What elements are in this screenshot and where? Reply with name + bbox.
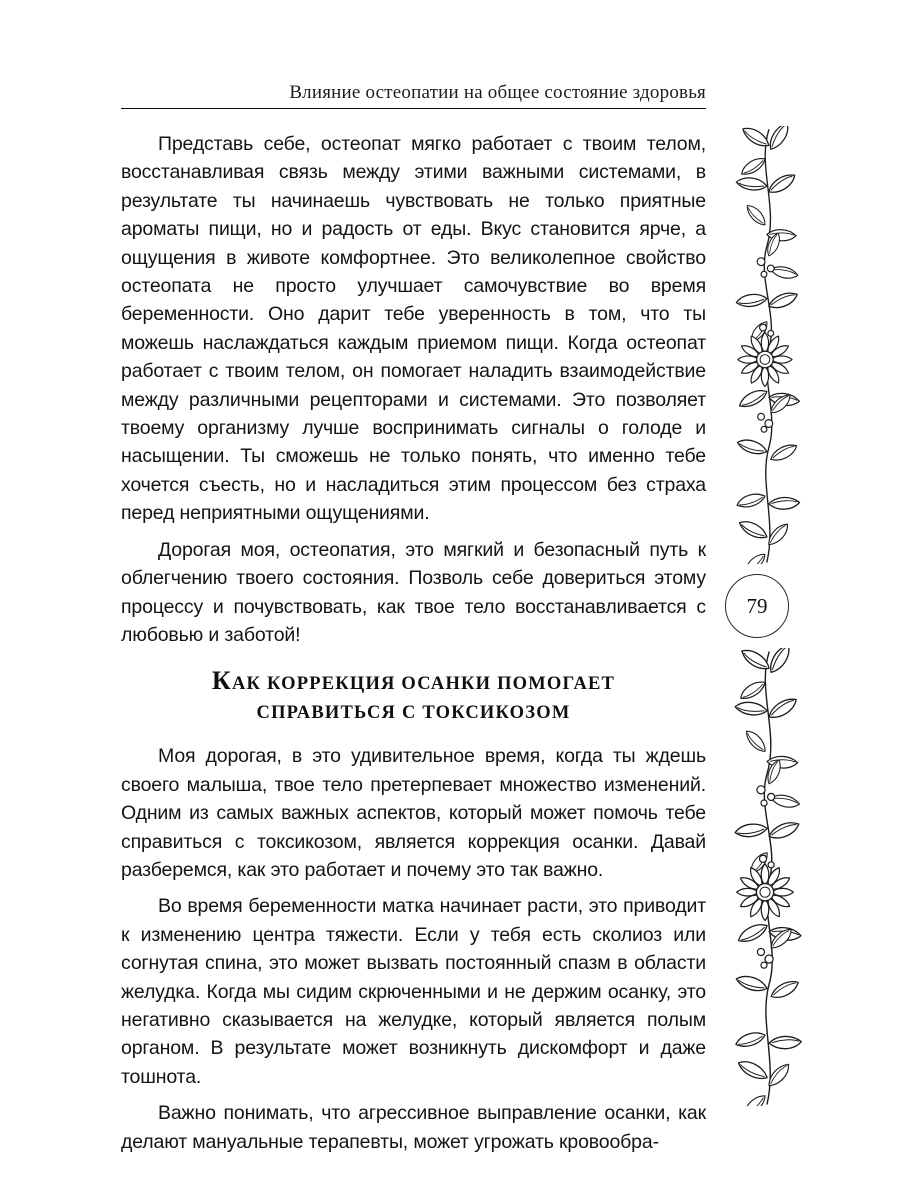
- paragraph-posture-2: Во время беременности матка начинает расти, это приводит к изменению центра тяжести. Если у тебя есть сколиоз или согнутая спина, это может вызвать постоянный спазм в области желудка. Когда мы сидим скрюченными и не держим осанку, это негативно сказывается на желудке, который является полым органом. В результате может возникнуть дискомфорт и даже тошнота.: [121, 895, 706, 1088]
- paragraph-posture-3: Важно понимать, что агрессивное выправление осанки, как делают мануальные терапевты, может угрожать кровообра-: [121, 1102, 706, 1153]
- running-header: [121, 82, 706, 109]
- section-heading: [121, 666, 706, 728]
- section-heading-line2: СПРАВИТЬСЯ С ТОКСИКОЗОМ: [256, 703, 571, 724]
- paragraph-posture-1: Моя дорогая, в это удивительное время, когда ты ждешь своего малыша, твое тело претерпевает множество изменений. Одним из самых важных аспектов, который может помочь тебе справиться с токсикозом, является коррекция осанки. Давай разберемся, как это работает и почему это так важно.: [121, 745, 706, 881]
- paragraph-osteopathy-2: Дорогая моя, остеопатия, это мягкий и безопасный путь к облегчению твоего состояния. Позволь себе довериться этому процессу и почувствовать, как твое тело восстанавливается с любовью и заботой!: [121, 538, 706, 646]
- floral-garland-bottom-icon: [716, 648, 810, 1106]
- paragraph-osteopathy-1: Представь себе, остеопат мягко работает с твоим телом, восстанавливая связь между этими важными системами, в результате ты начинаешь чувствовать не только приятные ароматы пищи, но и радость от еды. Вкус становится ярче, а ощущения в животе комфортнее. Это великолепное свойство остеопата не просто улучшает самочувствие во время беременности. Оно дарит тебе уверенность в том, что ты можешь наслаждаться каждым приемом пищи. Когда остеопат работает с твоим телом, он помогает наладить взаимодействие между различными рецепторами и системами. Это позволяет твоему организму лучше воспринимать сигналы о голоде и насыщении. Ты сможешь не только понять, что именно тебе хочется съесть, но и насладиться этим процессом без страха перед неприятными ощущениями.: [121, 133, 706, 525]
- page-number: 79: [746, 593, 768, 618]
- floral-garland-top-icon: [716, 126, 810, 564]
- page-number-badge: [725, 574, 789, 638]
- running-header-text: Влияние остеопатии на общее состояние здоровья: [289, 82, 706, 103]
- text-column: [121, 130, 706, 1164]
- section-heading-line1: КАК КОРРЕКЦИЯ ОСАНКИ ПОМОГАЕТ: [211, 666, 616, 696]
